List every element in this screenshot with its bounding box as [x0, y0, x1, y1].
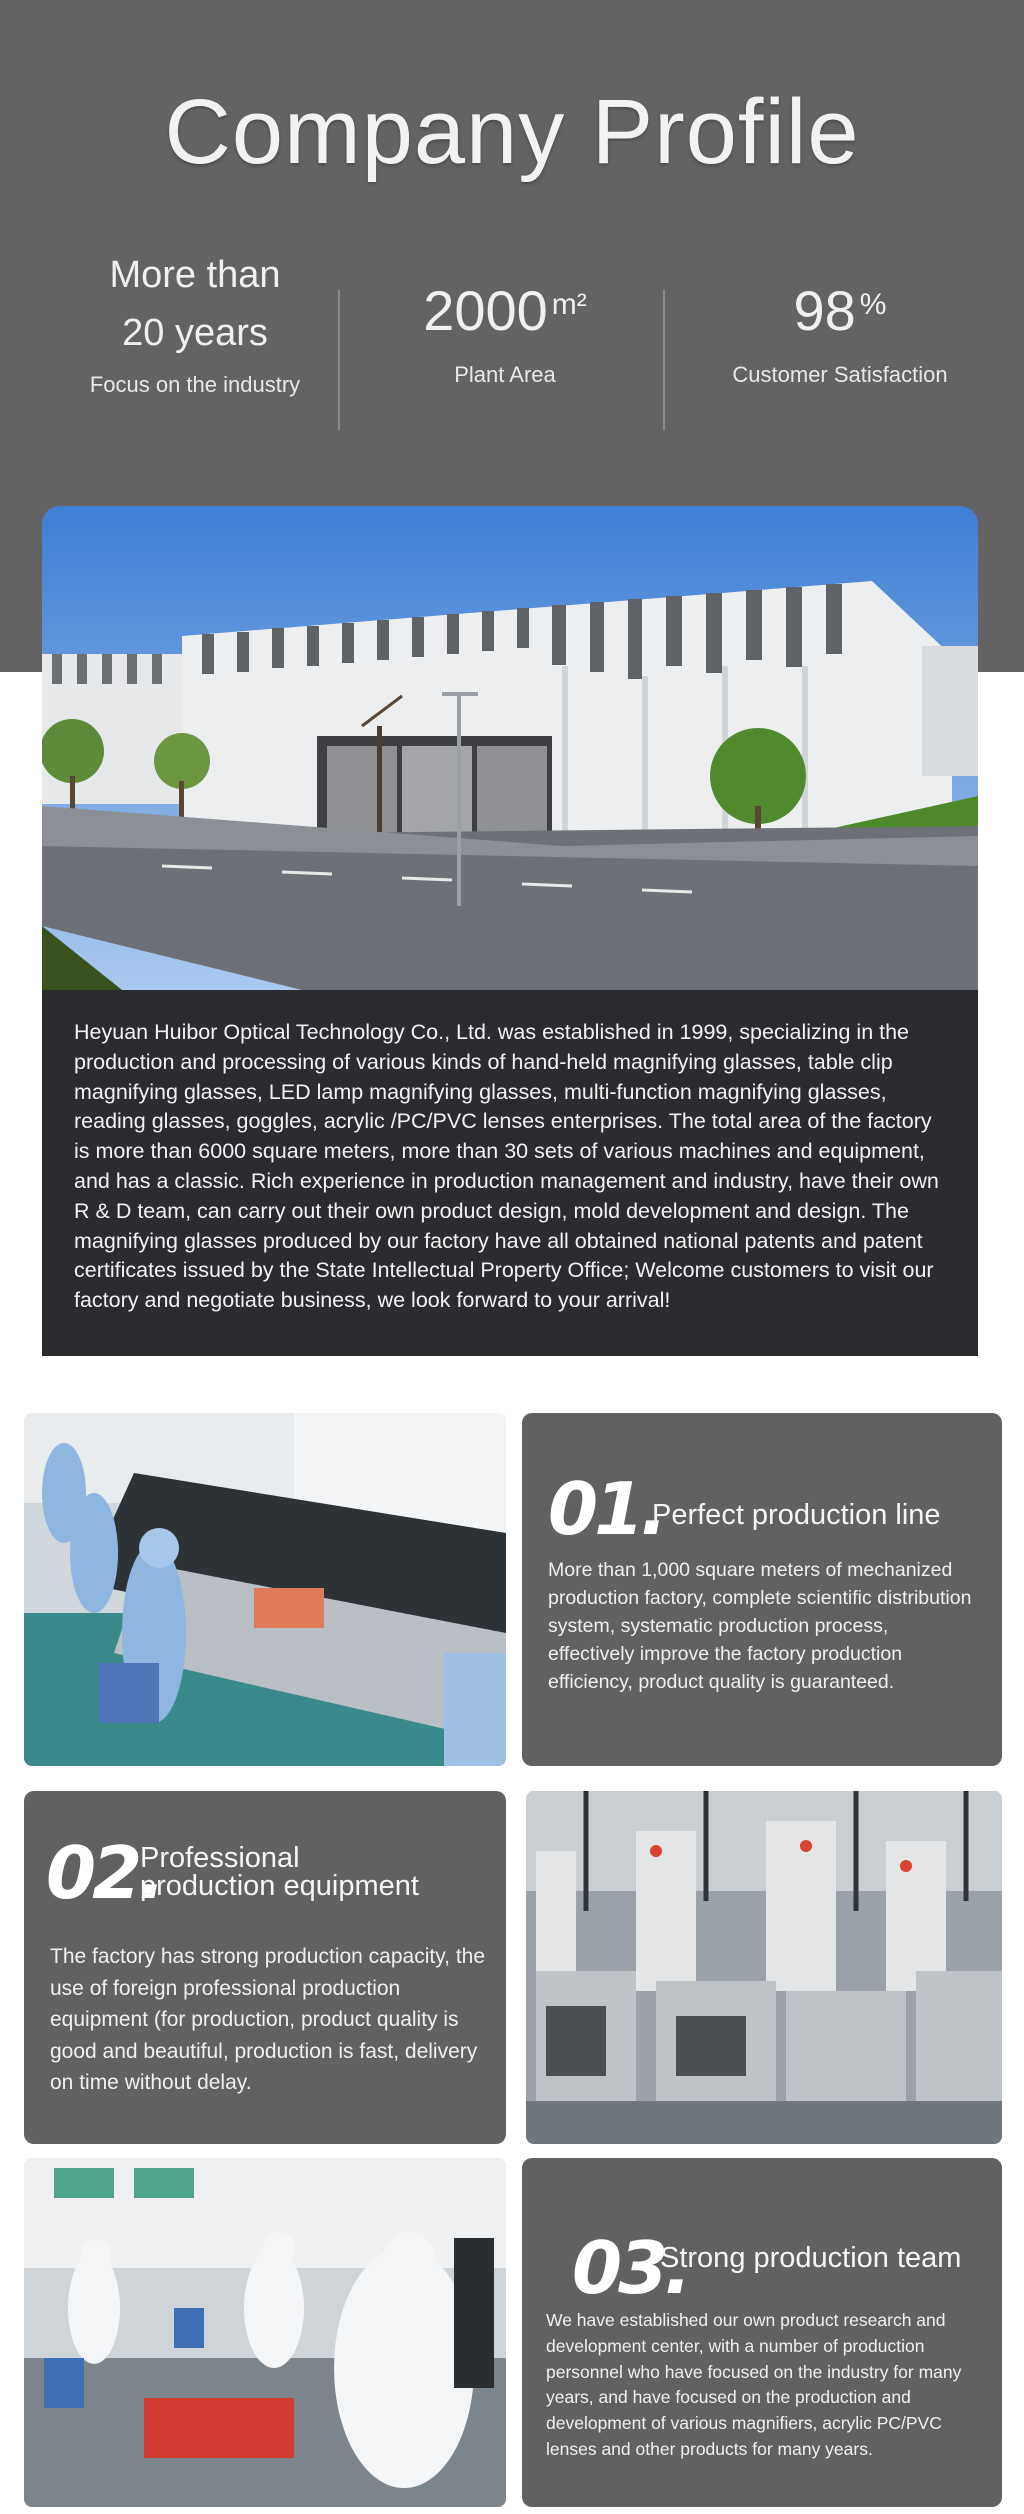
- feature-number: 01.: [548, 1467, 664, 1551]
- factory-building-image: [42, 506, 978, 990]
- page-title: Company Profile: [164, 81, 860, 183]
- stat-satisfaction-value: [680, 240, 1000, 346]
- feature-title-line2: production equipment: [140, 1870, 419, 1902]
- stat-years-line2: 20 years: [122, 312, 268, 354]
- stat-satisfaction-unit: %: [859, 288, 887, 321]
- feature-card-equipment: [24, 1791, 506, 2144]
- feature-card-production-line: [522, 1413, 1002, 1766]
- production-team-image: [24, 2158, 506, 2507]
- production-team-photo: [24, 2158, 506, 2507]
- feature-title: [140, 1844, 419, 1900]
- feature-title: Strong production team: [660, 2242, 962, 2274]
- stat-satisfaction-number: 98: [793, 279, 856, 342]
- stat-divider: [338, 290, 340, 430]
- stat-years-value: [60, 240, 330, 362]
- feature-text: More than 1,000 square meters of mechanized production factory, complete scientific distribution system, systematic production process, effectively improve the factory production efficiency, product quality is guaranteed.: [548, 1559, 972, 1693]
- feature-text: We have established our own product research and development center, with a number of production personnel who have focused on the industry for many years, and have focused on the production and development of various magnifiers, acrylic PC/PVC lenses and other products for many years.: [546, 2310, 962, 2459]
- stat-plant-area-number: 2000: [423, 279, 548, 342]
- feature-title: Perfect production line: [652, 1499, 941, 1531]
- stat-satisfaction: [680, 240, 1000, 420]
- stat-years-line1: More than: [109, 254, 281, 296]
- factory-photo: [42, 506, 978, 990]
- stat-years-caption: Focus on the industry: [89, 372, 301, 397]
- company-description-text: Heyuan Huibor Optical Technology Co., Ltd. was established in 1999, specializing in the production and processing of various kinds of hand-held magnifying glasses, table clip magnifying glasses, LED lamp magnifying glasses, multi-function magnifying glasses, reading glasses, goggles, acrylic /PC/PVC lenses enterprises. The total area of the factory is more than 6000 square meters, more than 30 sets of various machines and equipment, and has a classic. Rich experience in production management and industry, have their own R & D team, can carry out their own product design, mold development and design. The magnifying glasses produced by our factory have all obtained national patents and patent certificates issued by the State Intellectual Property Office; Welcome customers to visit our factory and negotiate business, we look forward to your arrival!: [74, 1020, 939, 1313]
- stat-plant-area-caption: Plant Area: [454, 362, 556, 387]
- stat-plant-area-value: [345, 240, 665, 346]
- equipment-photo: [526, 1791, 1002, 2144]
- stat-satisfaction-caption: Customer Satisfaction: [732, 362, 948, 387]
- feature-number: 03.: [572, 2226, 688, 2310]
- equipment-image: [526, 1791, 1002, 2144]
- production-line-image: [24, 1413, 506, 1766]
- feature-number: 02.: [46, 1831, 162, 1915]
- company-description: [42, 990, 978, 1356]
- feature-card-team: [522, 2158, 1002, 2507]
- feature-text: The factory has strong production capacity, the use of foreign professional production equipment (for production, product quality is good and beautiful, production is fast, delivery on time without delay.: [50, 1945, 486, 2094]
- stat-years: [60, 240, 330, 420]
- stat-divider: [663, 290, 665, 430]
- stat-plant-area: [345, 240, 665, 420]
- feature-title-line1: Professional: [140, 1842, 300, 1874]
- stat-plant-area-unit: m²: [551, 288, 587, 321]
- production-line-photo: [24, 1413, 506, 1766]
